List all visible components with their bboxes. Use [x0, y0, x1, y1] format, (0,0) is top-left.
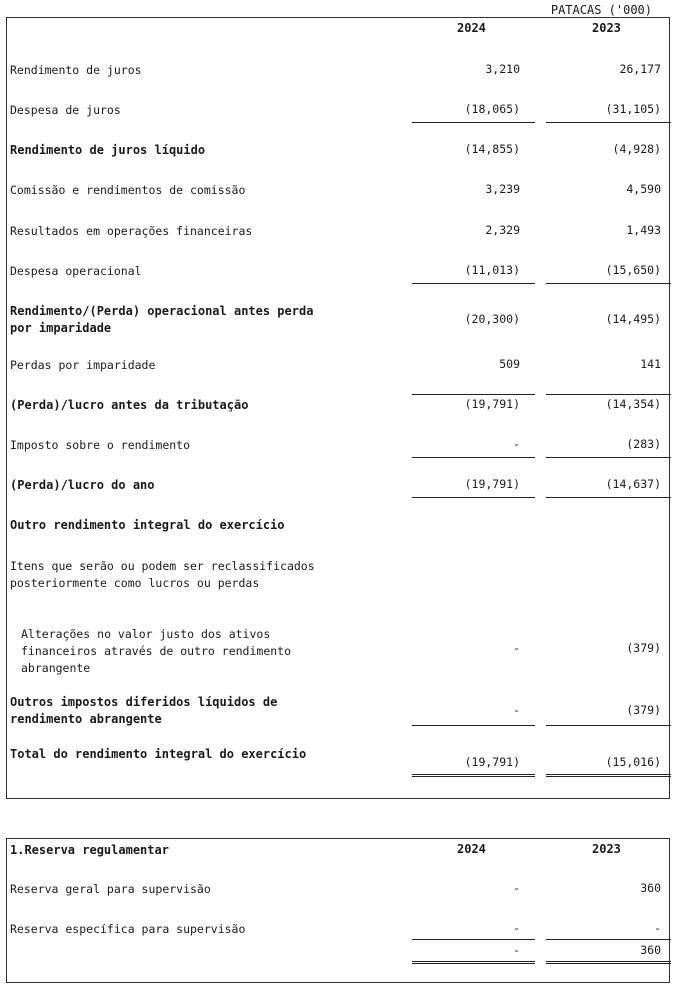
subtotal-line — [412, 122, 535, 123]
row-label: Rendimento de juros — [10, 63, 142, 77]
value-2023: (15,650) — [605, 263, 661, 277]
row-label: (Perda)/lucro antes da tributação — [10, 398, 249, 412]
row-label: Despesa de juros — [10, 103, 121, 117]
subtotal-line — [546, 122, 671, 123]
row-label: Outros impostos diferidos líquidos de rendimento abrangente — [10, 695, 278, 726]
value-2023: (31,105) — [605, 102, 661, 116]
subtotal-line — [546, 939, 671, 940]
value-2024: - — [513, 921, 520, 935]
subtotal-line — [546, 725, 671, 726]
value-2023: (14,637) — [605, 477, 661, 491]
value-2023: (14,495) — [605, 312, 661, 326]
row-label: Itens que serão ou podem ser reclassificados posteriormente como lucros ou perdas — [10, 559, 315, 590]
year-2023-header: 2023 — [592, 21, 621, 35]
row-label: Despesa operacional — [10, 264, 142, 278]
value-2024: (19,791) — [464, 755, 520, 769]
value-2023: (15,016) — [605, 755, 661, 769]
row-label: Outro rendimento integral do exercício — [10, 518, 285, 532]
subtotal-line — [412, 283, 535, 284]
value-2024: (19,791) — [464, 477, 520, 491]
row-label: Perdas por imparidade — [10, 358, 156, 372]
value-2024: - — [513, 703, 520, 717]
value-2024: - — [513, 943, 520, 957]
value-2024: (20,300) — [464, 312, 520, 326]
value-2024: 509 — [499, 357, 520, 371]
value-2024: 3,210 — [485, 62, 520, 76]
total-double-line — [412, 961, 535, 964]
row-label: Resultados em operações financeiras — [10, 224, 253, 238]
subtotal-line — [546, 283, 671, 284]
value-2023: 4,590 — [626, 182, 661, 196]
row-label: Reserva específica para supervisão — [10, 922, 246, 936]
value-2023: (4,928) — [612, 142, 661, 156]
row-label: Rendimento de juros líquido — [10, 143, 206, 157]
subtotal-line — [546, 457, 671, 458]
value-2023: 1,493 — [626, 223, 661, 237]
value-2024: - — [513, 881, 520, 895]
value-2023: 141 — [640, 357, 661, 371]
subtotal-line — [412, 497, 535, 498]
currency-unit: PATACAS ('000) — [550, 3, 652, 17]
row-label: Total do rendimento integral do exercício — [10, 747, 307, 761]
value-2023: 360 — [640, 943, 661, 957]
total-double-line — [412, 774, 535, 777]
regulatory-reserve-table — [6, 838, 670, 983]
subtotal-line — [412, 725, 535, 726]
value-2024: (11,013) — [464, 263, 520, 277]
reserve-title: 1.Reserva regulamentar — [10, 843, 169, 857]
row-label: (Perda)/lucro do ano — [10, 478, 155, 492]
value-2024: (18,065) — [464, 102, 520, 116]
value-2024: (19,791) — [464, 397, 520, 411]
row-label: Comissão e rendimentos de comissão — [10, 183, 246, 197]
value-2023: (379) — [626, 641, 661, 655]
year-2024-header: 2024 — [457, 842, 486, 856]
value-2023: 26,177 — [619, 62, 661, 76]
year-2023-header: 2023 — [592, 842, 621, 856]
income-statement-table — [6, 17, 670, 799]
row-label: Rendimento/(Perda) operacional antes perda por imparidade — [10, 304, 314, 335]
value-2024: - — [513, 437, 520, 451]
total-double-line — [546, 961, 671, 964]
row-label: Reserva geral para supervisão — [10, 882, 211, 896]
subtotal-line — [546, 394, 671, 395]
value-2023: - — [654, 921, 661, 935]
value-2024: - — [513, 641, 520, 655]
value-2024: 3,239 — [485, 182, 520, 196]
total-double-line — [546, 774, 671, 777]
value-2023: (379) — [626, 703, 661, 717]
value-2024: (14,855) — [464, 142, 520, 156]
value-2023: (14,354) — [605, 397, 661, 411]
row-label: Alterações no valor justo dos ativos financeiros através de outro rendimento abrangente — [21, 627, 292, 675]
subtotal-line — [412, 939, 535, 940]
year-2024-header: 2024 — [457, 21, 486, 35]
subtotal-line — [546, 497, 671, 498]
value-2023: 360 — [640, 881, 661, 895]
subtotal-line — [412, 457, 535, 458]
value-2023: (283) — [626, 437, 661, 451]
subtotal-line — [412, 394, 535, 395]
value-2024: 2,329 — [485, 223, 520, 237]
row-label: Imposto sobre o rendimento — [10, 438, 191, 452]
